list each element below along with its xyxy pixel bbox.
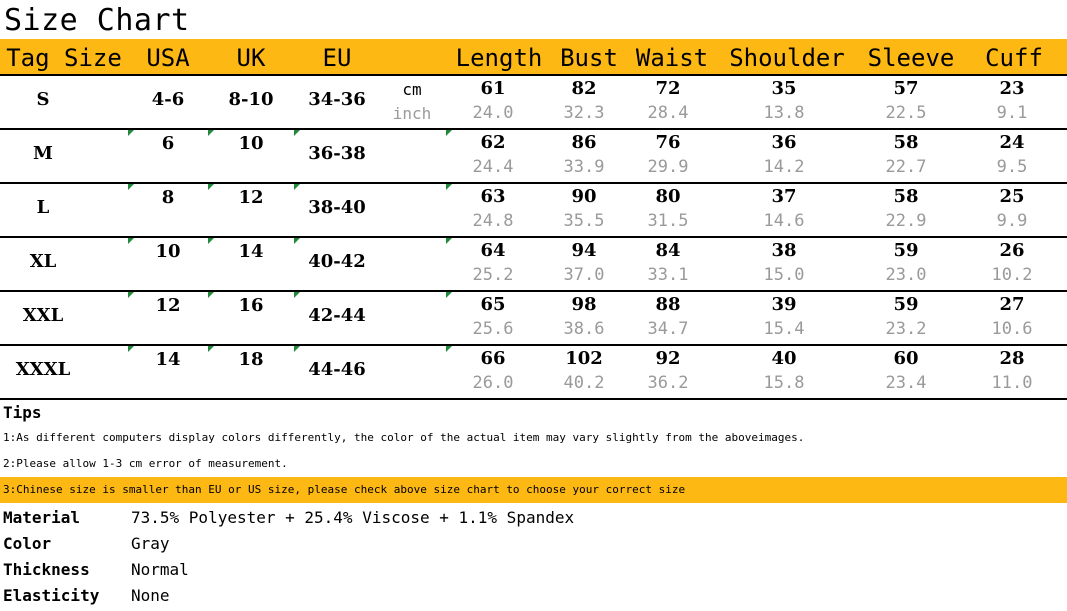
header-waist: Waist xyxy=(635,44,709,72)
cuff-inch-value: 11.0 xyxy=(991,373,1033,393)
tag-size-cell: XXXL xyxy=(15,359,71,380)
length-inch-value: 24.4 xyxy=(472,157,514,177)
sleeve-inch-value: 23.0 xyxy=(885,265,927,285)
waist-cm-value: 88 xyxy=(655,294,681,315)
tag-size-cell: L xyxy=(36,197,50,218)
bust-inch-value: 37.0 xyxy=(563,265,605,285)
bust-inch-value: 33.9 xyxy=(563,157,605,177)
cell-corner-marker xyxy=(294,346,300,352)
header-cuff: Cuff xyxy=(985,44,1043,72)
cell-corner-marker xyxy=(208,130,214,136)
tag-size-cell: S xyxy=(36,89,50,110)
bust-cm-value: 94 xyxy=(571,240,597,261)
tag-size-cell: M xyxy=(33,143,53,164)
eu-size-cell: 40-42 xyxy=(308,251,366,272)
spec-label-elasticity: Elasticity xyxy=(3,586,100,605)
header-shoulder: Shoulder xyxy=(729,44,845,72)
table-row xyxy=(0,184,1067,238)
header-length: Length xyxy=(455,44,543,72)
cell-corner-marker xyxy=(446,292,452,298)
shoulder-inch-value: 13.8 xyxy=(763,103,805,123)
page-title: Size Chart xyxy=(4,3,190,38)
spec-label-material: Material xyxy=(3,508,81,527)
cell-corner-marker xyxy=(208,184,214,190)
cuff-cm-value: 26 xyxy=(999,240,1025,261)
tip-3: 3:Chinese size is smaller than EU or US size, please check above size chart to choose your correct size xyxy=(3,483,686,496)
unit-cm-label: cm xyxy=(402,80,422,99)
sleeve-cm-value: 58 xyxy=(893,186,919,207)
shoulder-cm-value: 36 xyxy=(771,132,797,153)
table-row xyxy=(0,238,1067,292)
cell-corner-marker xyxy=(128,292,134,298)
length-cm-value: 64 xyxy=(480,240,506,261)
table-header xyxy=(0,39,1067,76)
cuff-cm-value: 25 xyxy=(999,186,1025,207)
spec-value-elasticity: None xyxy=(131,586,170,605)
cell-corner-marker xyxy=(446,238,452,244)
unit-inch-label: inch xyxy=(392,104,432,123)
spec-value-thickness: Normal xyxy=(131,560,189,579)
shoulder-inch-value: 15.8 xyxy=(763,373,805,393)
cuff-inch-value: 9.5 xyxy=(996,157,1028,177)
cell-corner-marker xyxy=(128,130,134,136)
spec-label-color: Color xyxy=(3,534,52,553)
uk-size-cell: 14 xyxy=(238,241,264,262)
length-inch-value: 26.0 xyxy=(472,373,514,393)
cuff-cm-value: 27 xyxy=(999,294,1025,315)
eu-size-cell: 42-44 xyxy=(308,305,366,326)
eu-size-cell: 38-40 xyxy=(308,197,366,218)
sleeve-cm-value: 59 xyxy=(893,294,919,315)
shoulder-cm-value: 39 xyxy=(771,294,797,315)
waist-inch-value: 28.4 xyxy=(647,103,689,123)
shoulder-cm-value: 35 xyxy=(771,78,797,99)
bust-inch-value: 35.5 xyxy=(563,211,605,231)
waist-cm-value: 84 xyxy=(655,240,681,261)
eu-size-cell: 36-38 xyxy=(308,143,366,164)
length-cm-value: 65 xyxy=(480,294,506,315)
sleeve-inch-value: 23.2 xyxy=(885,319,927,339)
cell-corner-marker xyxy=(208,346,214,352)
spec-value-color: Gray xyxy=(131,534,170,553)
waist-inch-value: 36.2 xyxy=(647,373,689,393)
uk-size-cell: 10 xyxy=(238,133,264,154)
eu-size-cell: 34-36 xyxy=(308,89,366,110)
cell-corner-marker xyxy=(294,130,300,136)
waist-inch-value: 31.5 xyxy=(647,211,689,231)
bust-cm-value: 102 xyxy=(565,348,603,369)
uk-size-cell: 16 xyxy=(238,295,264,316)
cell-corner-marker xyxy=(208,292,214,298)
table-row xyxy=(0,76,1067,130)
usa-size-cell: 10 xyxy=(155,241,181,262)
length-cm-value: 66 xyxy=(480,348,506,369)
tag-size-cell: XL xyxy=(29,251,57,272)
cuff-inch-value: 9.9 xyxy=(996,211,1028,231)
table-row xyxy=(0,346,1067,400)
header-usa: USA xyxy=(146,44,190,72)
sleeve-inch-value: 22.5 xyxy=(885,103,927,123)
length-inch-value: 24.8 xyxy=(472,211,514,231)
usa-size-cell: 4-6 xyxy=(151,89,185,110)
waist-inch-value: 29.9 xyxy=(647,157,689,177)
tip-1: 1:As different computers display colors differently, the color of the actual item may vary slightly from the aboveimages. xyxy=(3,431,805,444)
cell-corner-marker xyxy=(294,292,300,298)
cuff-inch-value: 10.2 xyxy=(991,265,1033,285)
waist-cm-value: 72 xyxy=(655,78,681,99)
cell-corner-marker xyxy=(208,238,214,244)
cell-corner-marker xyxy=(446,130,452,136)
cell-corner-marker xyxy=(294,184,300,190)
sleeve-inch-value: 22.7 xyxy=(885,157,927,177)
header-eu: EU xyxy=(322,44,352,72)
table-row xyxy=(0,130,1067,184)
cell-corner-marker xyxy=(446,184,452,190)
usa-size-cell: 8 xyxy=(161,187,175,208)
bust-cm-value: 86 xyxy=(571,132,597,153)
length-inch-value: 25.6 xyxy=(472,319,514,339)
usa-size-cell: 14 xyxy=(155,349,181,370)
eu-size-cell: 44-46 xyxy=(308,359,366,380)
bust-inch-value: 40.2 xyxy=(563,373,605,393)
waist-inch-value: 34.7 xyxy=(647,319,689,339)
cuff-inch-value: 9.1 xyxy=(996,103,1028,123)
usa-size-cell: 12 xyxy=(155,295,181,316)
shoulder-inch-value: 14.2 xyxy=(763,157,805,177)
bust-inch-value: 38.6 xyxy=(563,319,605,339)
sleeve-inch-value: 23.4 xyxy=(885,373,927,393)
length-inch-value: 24.0 xyxy=(472,103,514,123)
spec-value-material: 73.5% Polyester + 25.4% Viscose + 1.1% Spandex xyxy=(131,508,575,527)
header-tag-size: Tag Size xyxy=(6,44,122,72)
uk-size-cell: 12 xyxy=(238,187,264,208)
waist-inch-value: 33.1 xyxy=(647,265,689,285)
cell-corner-marker xyxy=(128,346,134,352)
bust-inch-value: 32.3 xyxy=(563,103,605,123)
uk-size-cell: 8-10 xyxy=(228,89,274,110)
shoulder-inch-value: 15.4 xyxy=(763,319,805,339)
sleeve-inch-value: 22.9 xyxy=(885,211,927,231)
shoulder-cm-value: 40 xyxy=(771,348,797,369)
length-cm-value: 61 xyxy=(480,78,506,99)
cuff-inch-value: 10.6 xyxy=(991,319,1033,339)
bust-cm-value: 98 xyxy=(571,294,597,315)
waist-cm-value: 76 xyxy=(655,132,681,153)
waist-cm-value: 80 xyxy=(655,186,681,207)
cell-corner-marker xyxy=(128,184,134,190)
uk-size-cell: 18 xyxy=(238,349,264,370)
shoulder-cm-value: 38 xyxy=(771,240,797,261)
length-cm-value: 63 xyxy=(480,186,506,207)
tag-size-cell: XXL xyxy=(22,305,64,326)
header-bust: Bust xyxy=(560,44,618,72)
length-inch-value: 25.2 xyxy=(472,265,514,285)
cuff-cm-value: 23 xyxy=(999,78,1025,99)
sleeve-cm-value: 58 xyxy=(893,132,919,153)
length-cm-value: 62 xyxy=(480,132,506,153)
sleeve-cm-value: 57 xyxy=(893,78,919,99)
cuff-cm-value: 24 xyxy=(999,132,1025,153)
shoulder-inch-value: 14.6 xyxy=(763,211,805,231)
header-sleeve: Sleeve xyxy=(867,44,955,72)
bust-cm-value: 82 xyxy=(571,78,597,99)
cuff-cm-value: 28 xyxy=(999,348,1025,369)
cell-corner-marker xyxy=(294,238,300,244)
tips-heading: Tips xyxy=(3,403,42,422)
header-uk: UK xyxy=(236,44,266,72)
usa-size-cell: 6 xyxy=(161,133,175,154)
sleeve-cm-value: 60 xyxy=(893,348,919,369)
cell-corner-marker xyxy=(128,238,134,244)
sleeve-cm-value: 59 xyxy=(893,240,919,261)
bust-cm-value: 90 xyxy=(571,186,597,207)
shoulder-cm-value: 37 xyxy=(771,186,797,207)
shoulder-inch-value: 15.0 xyxy=(763,265,805,285)
tip-2: 2:Please allow 1-3 cm error of measurement. xyxy=(3,457,288,470)
table-row xyxy=(0,292,1067,346)
waist-cm-value: 92 xyxy=(655,348,681,369)
spec-label-thickness: Thickness xyxy=(3,560,90,579)
cell-corner-marker xyxy=(446,346,452,352)
